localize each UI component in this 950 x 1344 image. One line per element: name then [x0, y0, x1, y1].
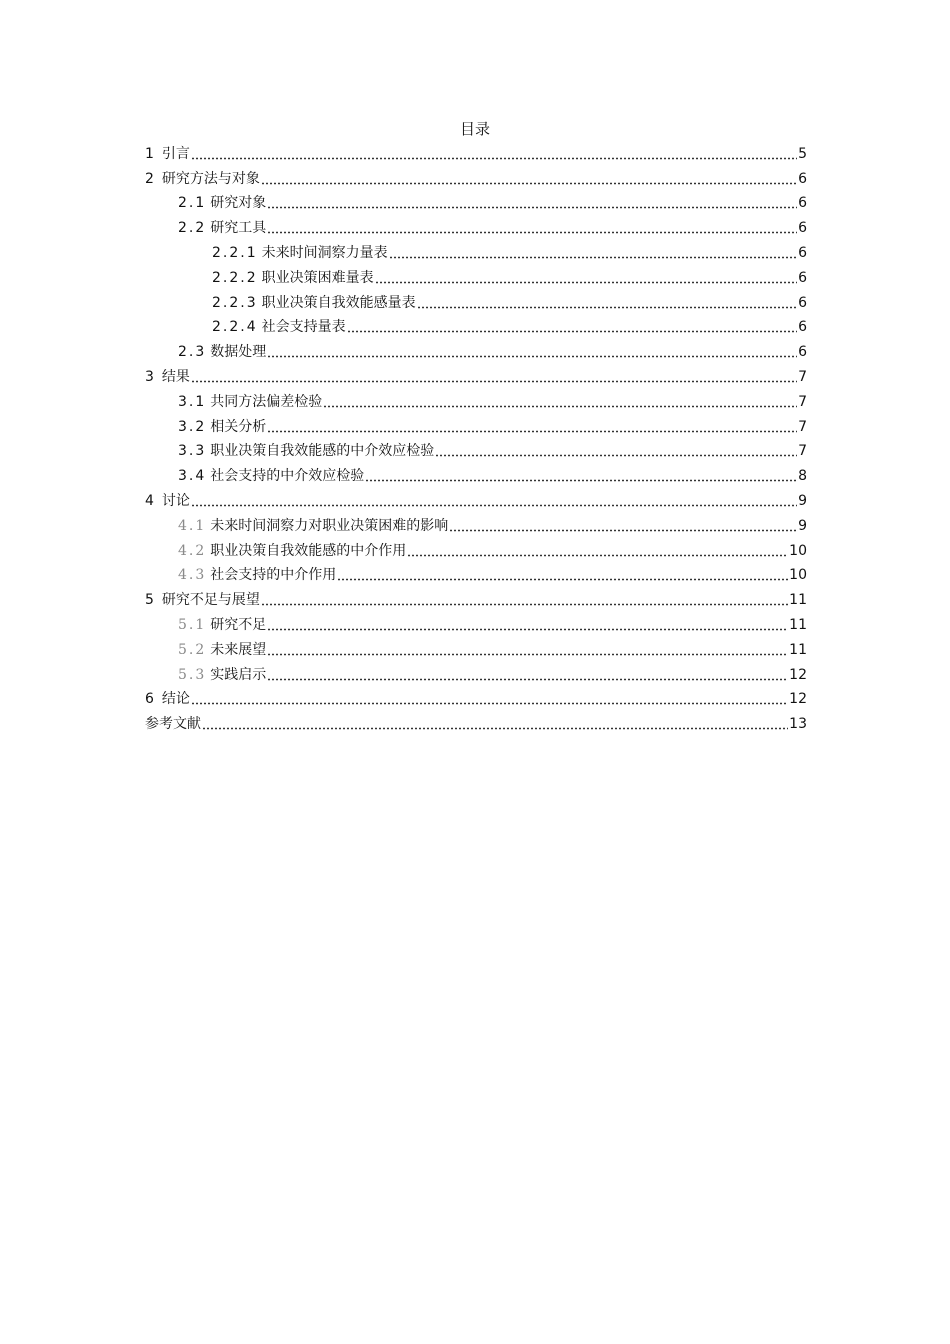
toc-entry-number: 1	[145, 145, 154, 162]
toc-entry-page: 12	[789, 691, 807, 708]
table-of-contents	[145, 141, 807, 736]
toc-entry-page: 10	[789, 567, 807, 584]
dot-leader	[389, 251, 797, 259]
toc-entry-title: 结论	[161, 691, 190, 708]
toc-entry-page: 6	[798, 220, 807, 237]
toc-entry-title: 结果	[161, 368, 190, 385]
toc-entry[interactable]	[145, 637, 807, 662]
toc-entry-title: 未来时间洞察力对职业决策困难的影响	[210, 517, 449, 534]
toc-entry[interactable]	[145, 488, 807, 513]
toc-entry-page: 13	[789, 716, 807, 733]
toc-entry[interactable]	[145, 711, 807, 736]
toc-entry-title: 相关分析	[210, 418, 267, 435]
toc-entry-number: 3	[145, 368, 154, 385]
toc-entry-page: 11	[789, 592, 807, 609]
toc-entry[interactable]	[145, 662, 807, 687]
toc-entry-page: 8	[798, 468, 807, 485]
toc-entry-number: 2.2	[178, 220, 207, 237]
toc-entry-title: 研究不足与展望	[161, 592, 260, 609]
toc-entry[interactable]	[145, 265, 807, 290]
toc-entry-title: 共同方法偏差检验	[210, 393, 323, 410]
toc-entry-page: 6	[798, 195, 807, 212]
dot-leader	[202, 722, 788, 730]
toc-entry-number: 5	[145, 592, 154, 609]
dot-leader	[365, 474, 797, 482]
dot-leader	[191, 375, 797, 383]
toc-entry[interactable]	[145, 414, 807, 439]
toc-entry[interactable]	[145, 240, 807, 265]
toc-entry[interactable]	[145, 166, 807, 191]
toc-entry-title: 引言	[161, 145, 190, 162]
toc-entry-number: 4.3	[178, 567, 207, 584]
toc-entry-title: 实践启示	[210, 666, 267, 683]
toc-entry-number: 2	[145, 170, 154, 187]
toc-entry-number: 5.2	[178, 641, 207, 658]
dot-leader	[449, 524, 797, 532]
toc-entry-number: 3.3	[178, 443, 207, 460]
toc-entry-page: 7	[798, 393, 807, 410]
toc-entry-title: 研究不足	[210, 616, 267, 633]
toc-entry-title: 社会支持量表	[261, 319, 346, 336]
toc-entry-page: 6	[798, 244, 807, 261]
toc-entry[interactable]	[145, 612, 807, 637]
toc-entry-number: 3.2	[178, 418, 207, 435]
dot-leader	[435, 449, 797, 457]
toc-entry[interactable]	[145, 389, 807, 414]
dot-leader	[267, 623, 788, 631]
toc-entry-title: 职业决策困难量表	[261, 269, 374, 286]
dot-leader	[407, 549, 788, 557]
dot-leader	[191, 152, 797, 160]
toc-entry-number: 2.2.4	[212, 319, 258, 336]
toc-entry-page: 5	[798, 145, 807, 162]
toc-entry-number: 3.4	[178, 468, 207, 485]
dot-leader	[261, 598, 788, 606]
dot-leader	[261, 177, 797, 185]
toc-entry-title: 参考文献	[145, 716, 201, 733]
toc-entry-number: 6	[145, 691, 154, 708]
toc-entry-number: 2.3	[178, 344, 207, 361]
dot-leader	[267, 425, 797, 433]
toc-entry-title: 研究工具	[210, 220, 267, 237]
toc-entry-page: 6	[798, 294, 807, 311]
toc-entry[interactable]	[145, 513, 807, 538]
toc-entry-number: 2.2.2	[212, 269, 258, 286]
toc-entry-number: 5.3	[178, 666, 207, 683]
dot-leader	[323, 400, 797, 408]
toc-entry-title: 职业决策自我效能感的中介效应检验	[210, 443, 435, 460]
toc-entry[interactable]	[145, 538, 807, 563]
dot-leader	[267, 350, 797, 358]
dot-leader	[417, 301, 797, 309]
toc-entry-page: 6	[798, 319, 807, 336]
toc-entry-page: 9	[798, 517, 807, 534]
toc-entry-title: 研究方法与对象	[161, 170, 260, 187]
dot-leader	[347, 325, 797, 333]
toc-entry-number: 4	[145, 492, 154, 509]
toc-entry-page: 12	[789, 666, 807, 683]
toc-entry-title: 未来时间洞察力量表	[261, 244, 388, 261]
toc-entry[interactable]	[145, 587, 807, 612]
toc-entry[interactable]	[145, 563, 807, 588]
toc-entry-page: 11	[789, 641, 807, 658]
dot-leader	[375, 276, 797, 284]
toc-entry-page: 11	[789, 616, 807, 633]
toc-entry-number: 2.1	[178, 195, 207, 212]
toc-entry[interactable]	[145, 439, 807, 464]
toc-entry-title: 社会支持的中介作用	[210, 567, 337, 584]
toc-entry-page: 6	[798, 170, 807, 187]
toc-entry-number: 2.2.3	[212, 294, 258, 311]
toc-entry-title: 数据处理	[210, 344, 267, 361]
toc-entry[interactable]	[145, 463, 807, 488]
toc-entry-page: 6	[798, 269, 807, 286]
toc-entry[interactable]	[145, 315, 807, 340]
toc-entry-page: 7	[798, 368, 807, 385]
toc-entry-page: 7	[798, 418, 807, 435]
dot-leader	[267, 201, 797, 209]
dot-leader	[191, 499, 797, 507]
dot-leader	[337, 573, 788, 581]
toc-entry-number: 4.2	[178, 542, 207, 559]
toc-entry[interactable]	[145, 364, 807, 389]
dot-leader	[267, 673, 788, 681]
toc-entry-page: 7	[798, 443, 807, 460]
toc-entry[interactable]	[145, 141, 807, 166]
toc-entry-title: 研究对象	[210, 195, 267, 212]
toc-entry-page: 10	[789, 542, 807, 559]
toc-entry[interactable]	[145, 339, 807, 364]
toc-entry[interactable]	[145, 687, 807, 712]
dot-leader	[267, 226, 797, 234]
dot-leader	[191, 697, 788, 705]
toc-entry-page: 9	[798, 492, 807, 509]
toc-entry-number: 2.2.1	[212, 244, 258, 261]
toc-title: 目录	[459, 120, 490, 138]
toc-entry-number: 5.1	[178, 616, 207, 633]
toc-entry[interactable]	[145, 290, 807, 315]
toc-entry-title: 未来展望	[210, 641, 267, 658]
toc-entry[interactable]	[145, 215, 807, 240]
toc-entry-number: 4.1	[178, 517, 207, 534]
toc-entry[interactable]	[145, 191, 807, 216]
toc-entry-title: 职业决策自我效能感的中介作用	[210, 542, 407, 559]
toc-entry-title: 讨论	[161, 492, 190, 509]
toc-entry-title: 职业决策自我效能感量表	[261, 294, 416, 311]
toc-entry-number: 3.1	[178, 393, 207, 410]
toc-entry-page: 6	[798, 344, 807, 361]
dot-leader	[267, 648, 788, 656]
toc-entry-title: 社会支持的中介效应检验	[210, 468, 365, 485]
